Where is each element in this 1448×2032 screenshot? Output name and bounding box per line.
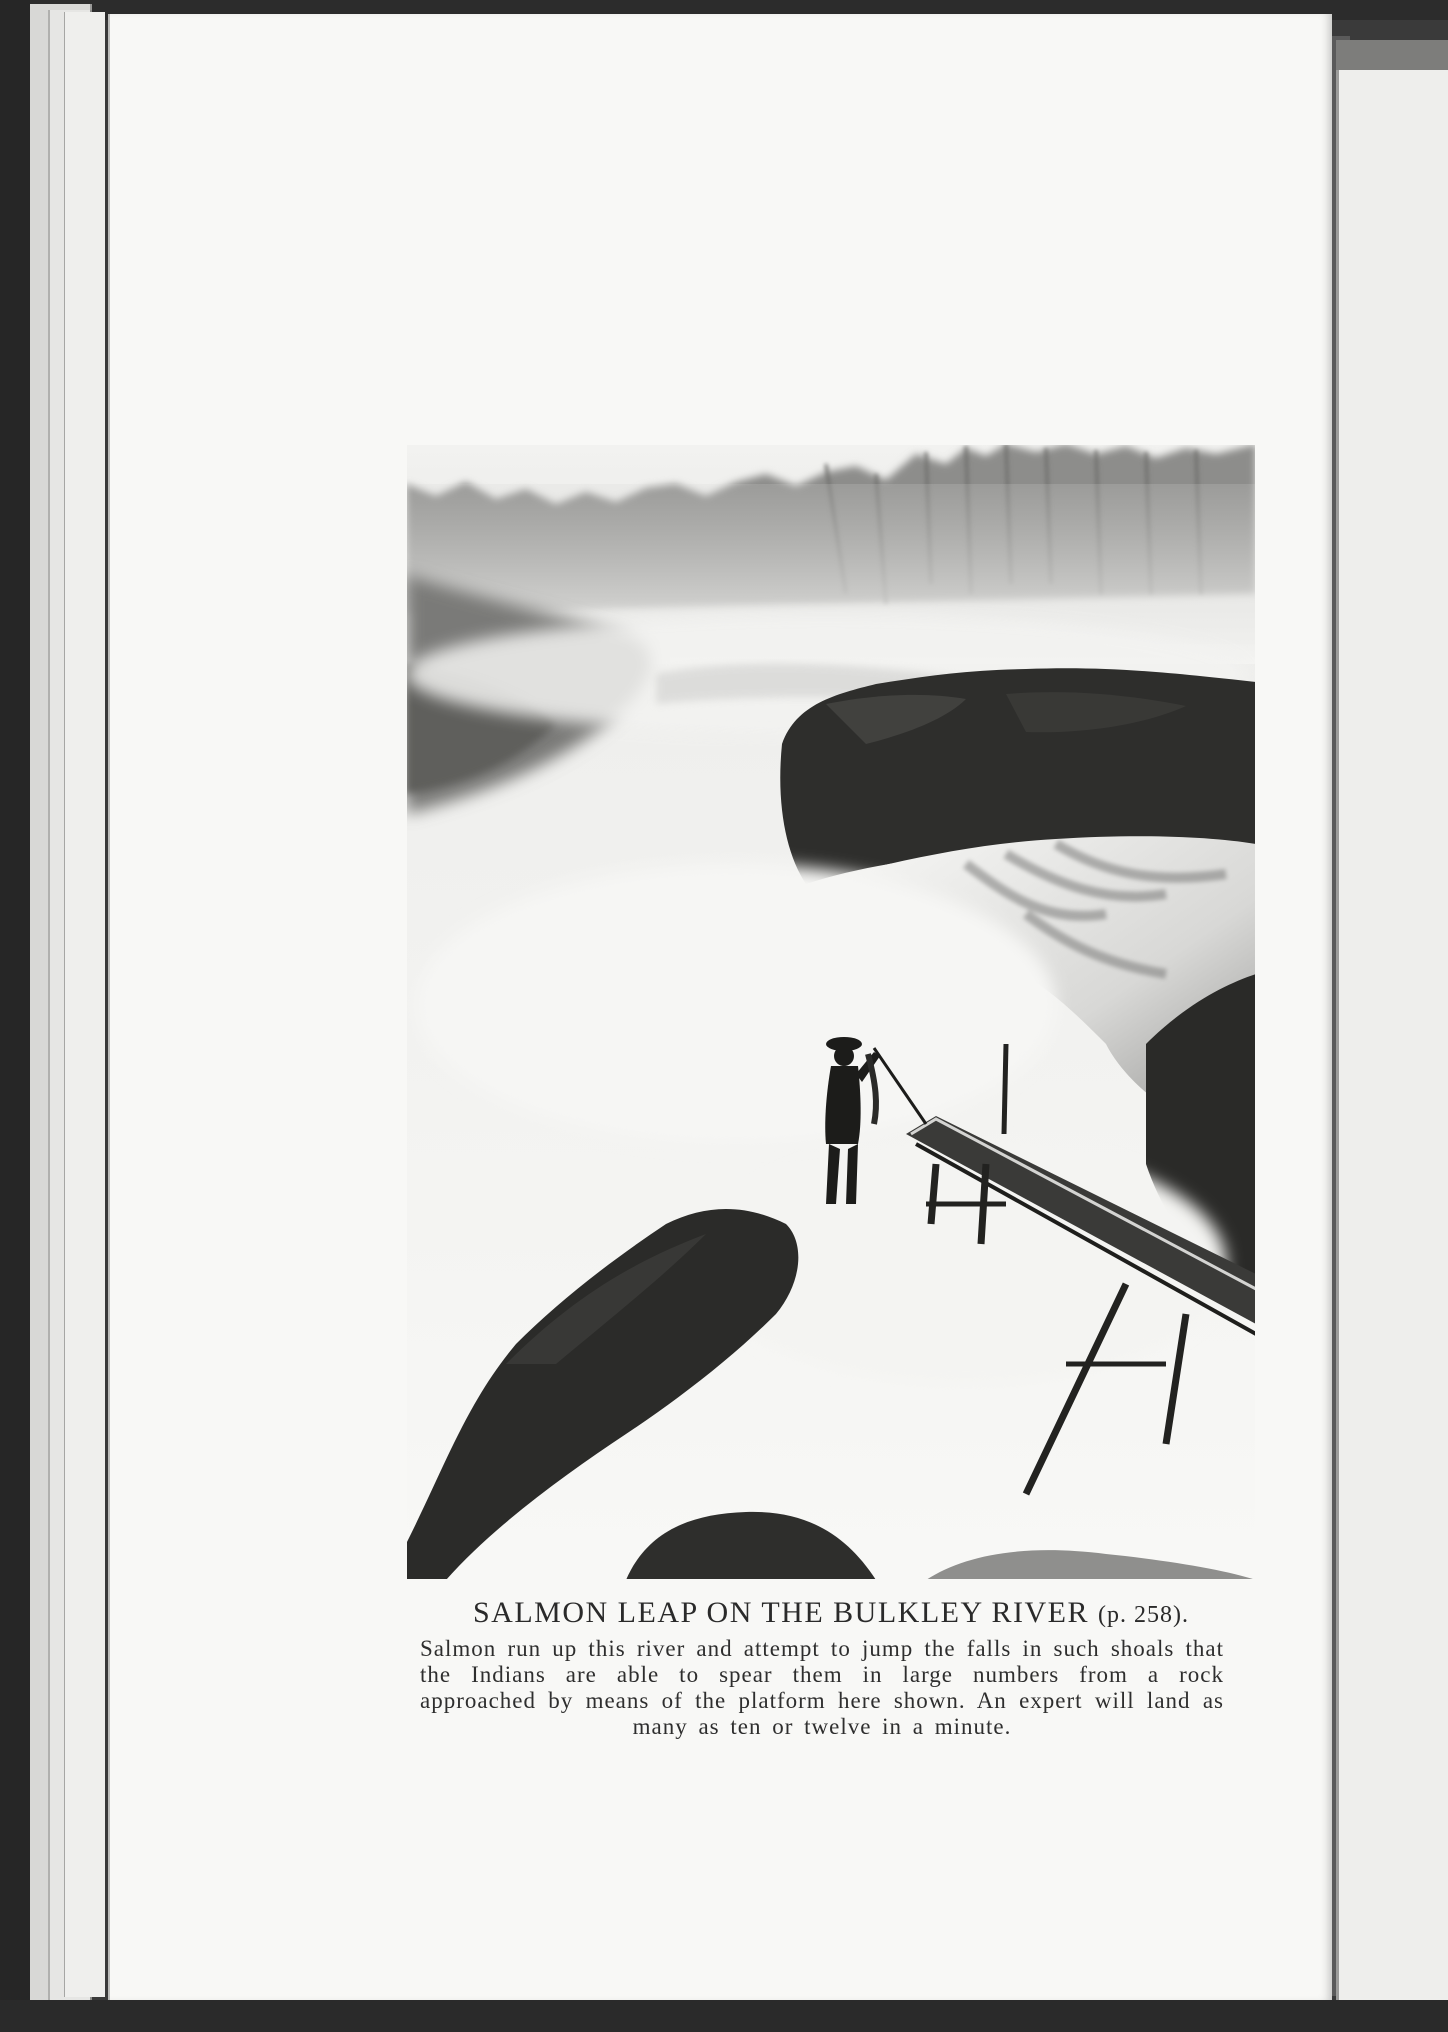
book-page (108, 14, 1332, 2000)
plate-title-text: SALMON LEAP ON THE BULKLEY RIVER (472, 1596, 1090, 1629)
page-reference: (p. 258). (1098, 1602, 1190, 1628)
book-cover-bottom-edge (0, 2000, 1448, 2032)
facing-page-top (1336, 40, 1448, 74)
plate-description: Salmon run up this river and attempt to jump the falls in such shoals that the Indians are able to spear them in large numbers from a rock approached by means of the platform here shown. An expert will land as many as ten or twelve in a minute. (420, 1636, 1224, 1739)
page-stack-edge (64, 12, 105, 1997)
facing-page (1336, 70, 1448, 2000)
plate-title (406, 1596, 1256, 1630)
plate-photograph (406, 444, 1256, 1580)
book-cover-left-edge (0, 0, 30, 2032)
